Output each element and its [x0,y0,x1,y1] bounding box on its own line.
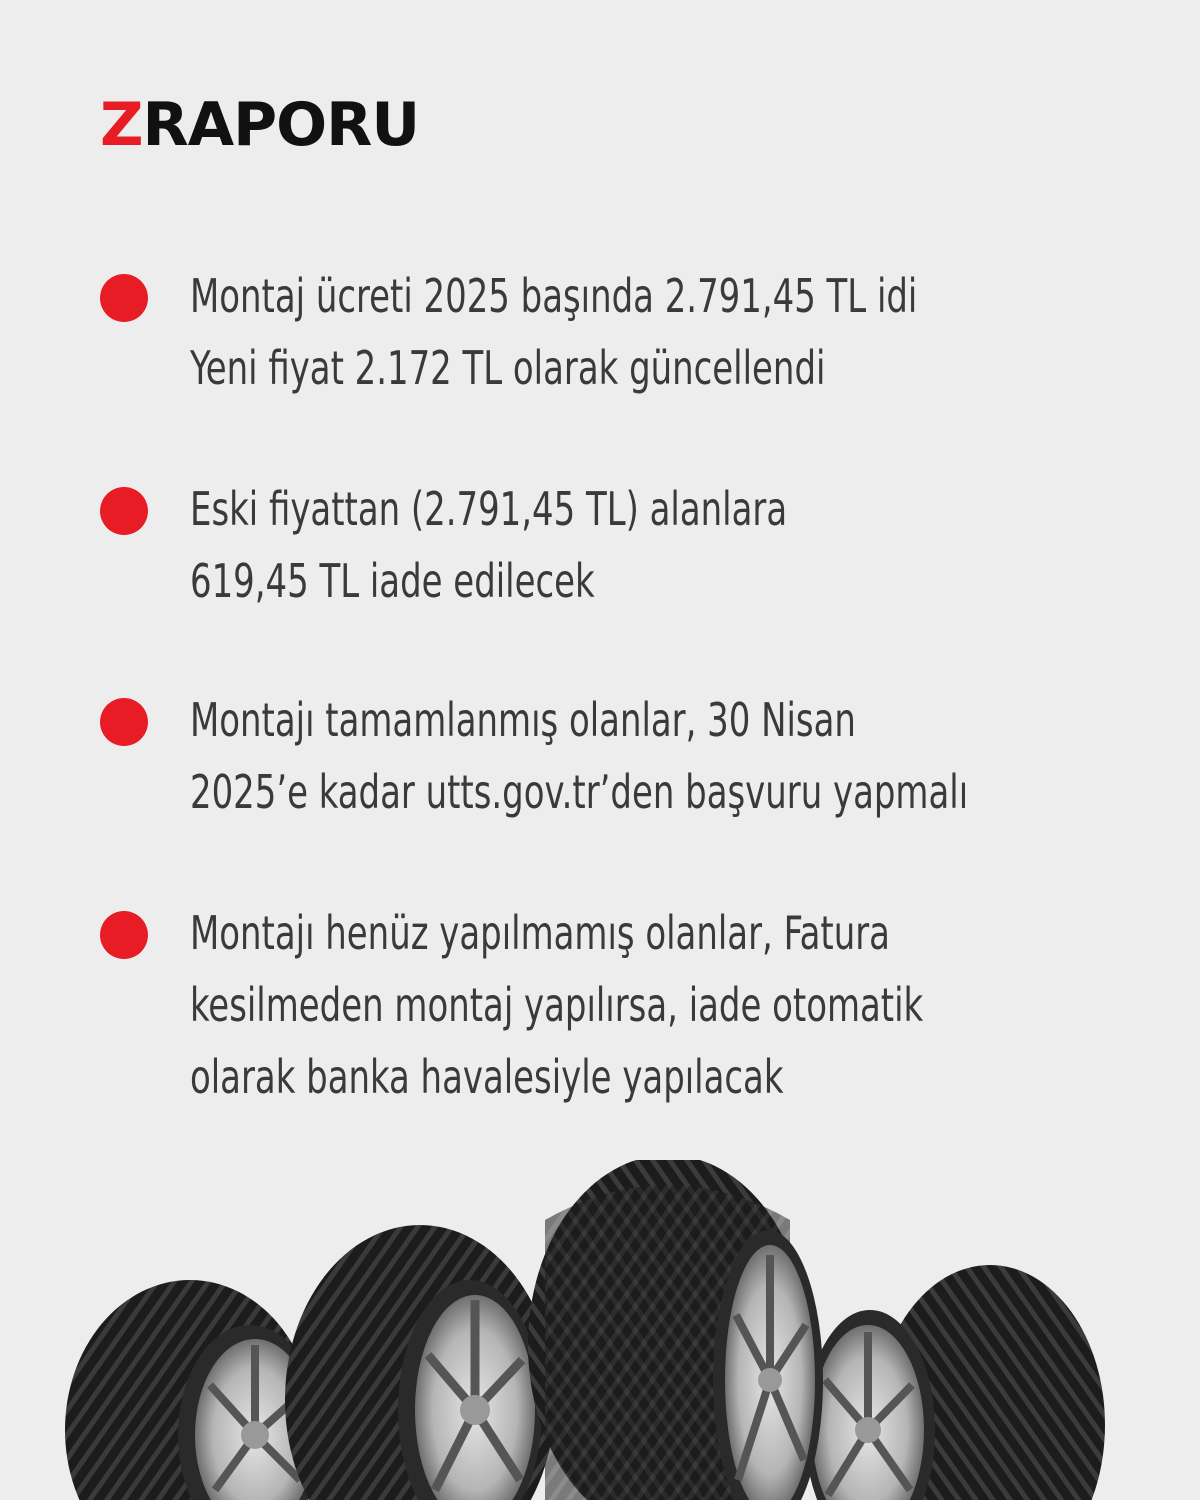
bullet-line: Eski fiyattan (2.791,45 TL) alanlara [190,482,788,536]
bullet-text [190,684,969,828]
bullet-line: 2025’e kadar utts.gov.tr’den başvuru yapmalı [190,765,969,819]
tires-illustration [0,1160,1200,1500]
bullet-line: olarak banka havalesiyle yapılacak [190,1050,784,1104]
tire-4 [805,1265,1105,1500]
logo-z: Z [100,90,143,160]
tire-3 [528,1160,823,1500]
tire-2 [285,1225,555,1500]
bullet-dot-icon [100,274,148,322]
bullet-text [190,897,928,1113]
bullet-dot-icon [100,911,148,959]
bullet-line: Montajı henüz yapılmamış olanlar, Fatura [190,906,890,960]
bullet-line: 619,45 TL iade edilecek [190,554,595,608]
logo-text: RAPORU [142,90,420,160]
tire-1 [65,1280,322,1500]
bullet-text [190,260,928,404]
bullet-dot-icon [100,698,148,746]
bullet-line: kesilmeden montaj yapılırsa, iade otomatik [190,978,924,1032]
bullet-line: Montajı tamamlanmış olanlar, 30 Nisan [190,693,856,747]
bullet-text [190,473,928,617]
zraporu-logo [100,92,419,158]
bullet-line: Montaj ücreti 2025 başında 2.791,45 TL idi [190,269,918,323]
bullet-line: Yeni fiyat 2.172 TL olarak güncellendi [190,341,826,395]
bullet-dot-icon [100,487,148,535]
